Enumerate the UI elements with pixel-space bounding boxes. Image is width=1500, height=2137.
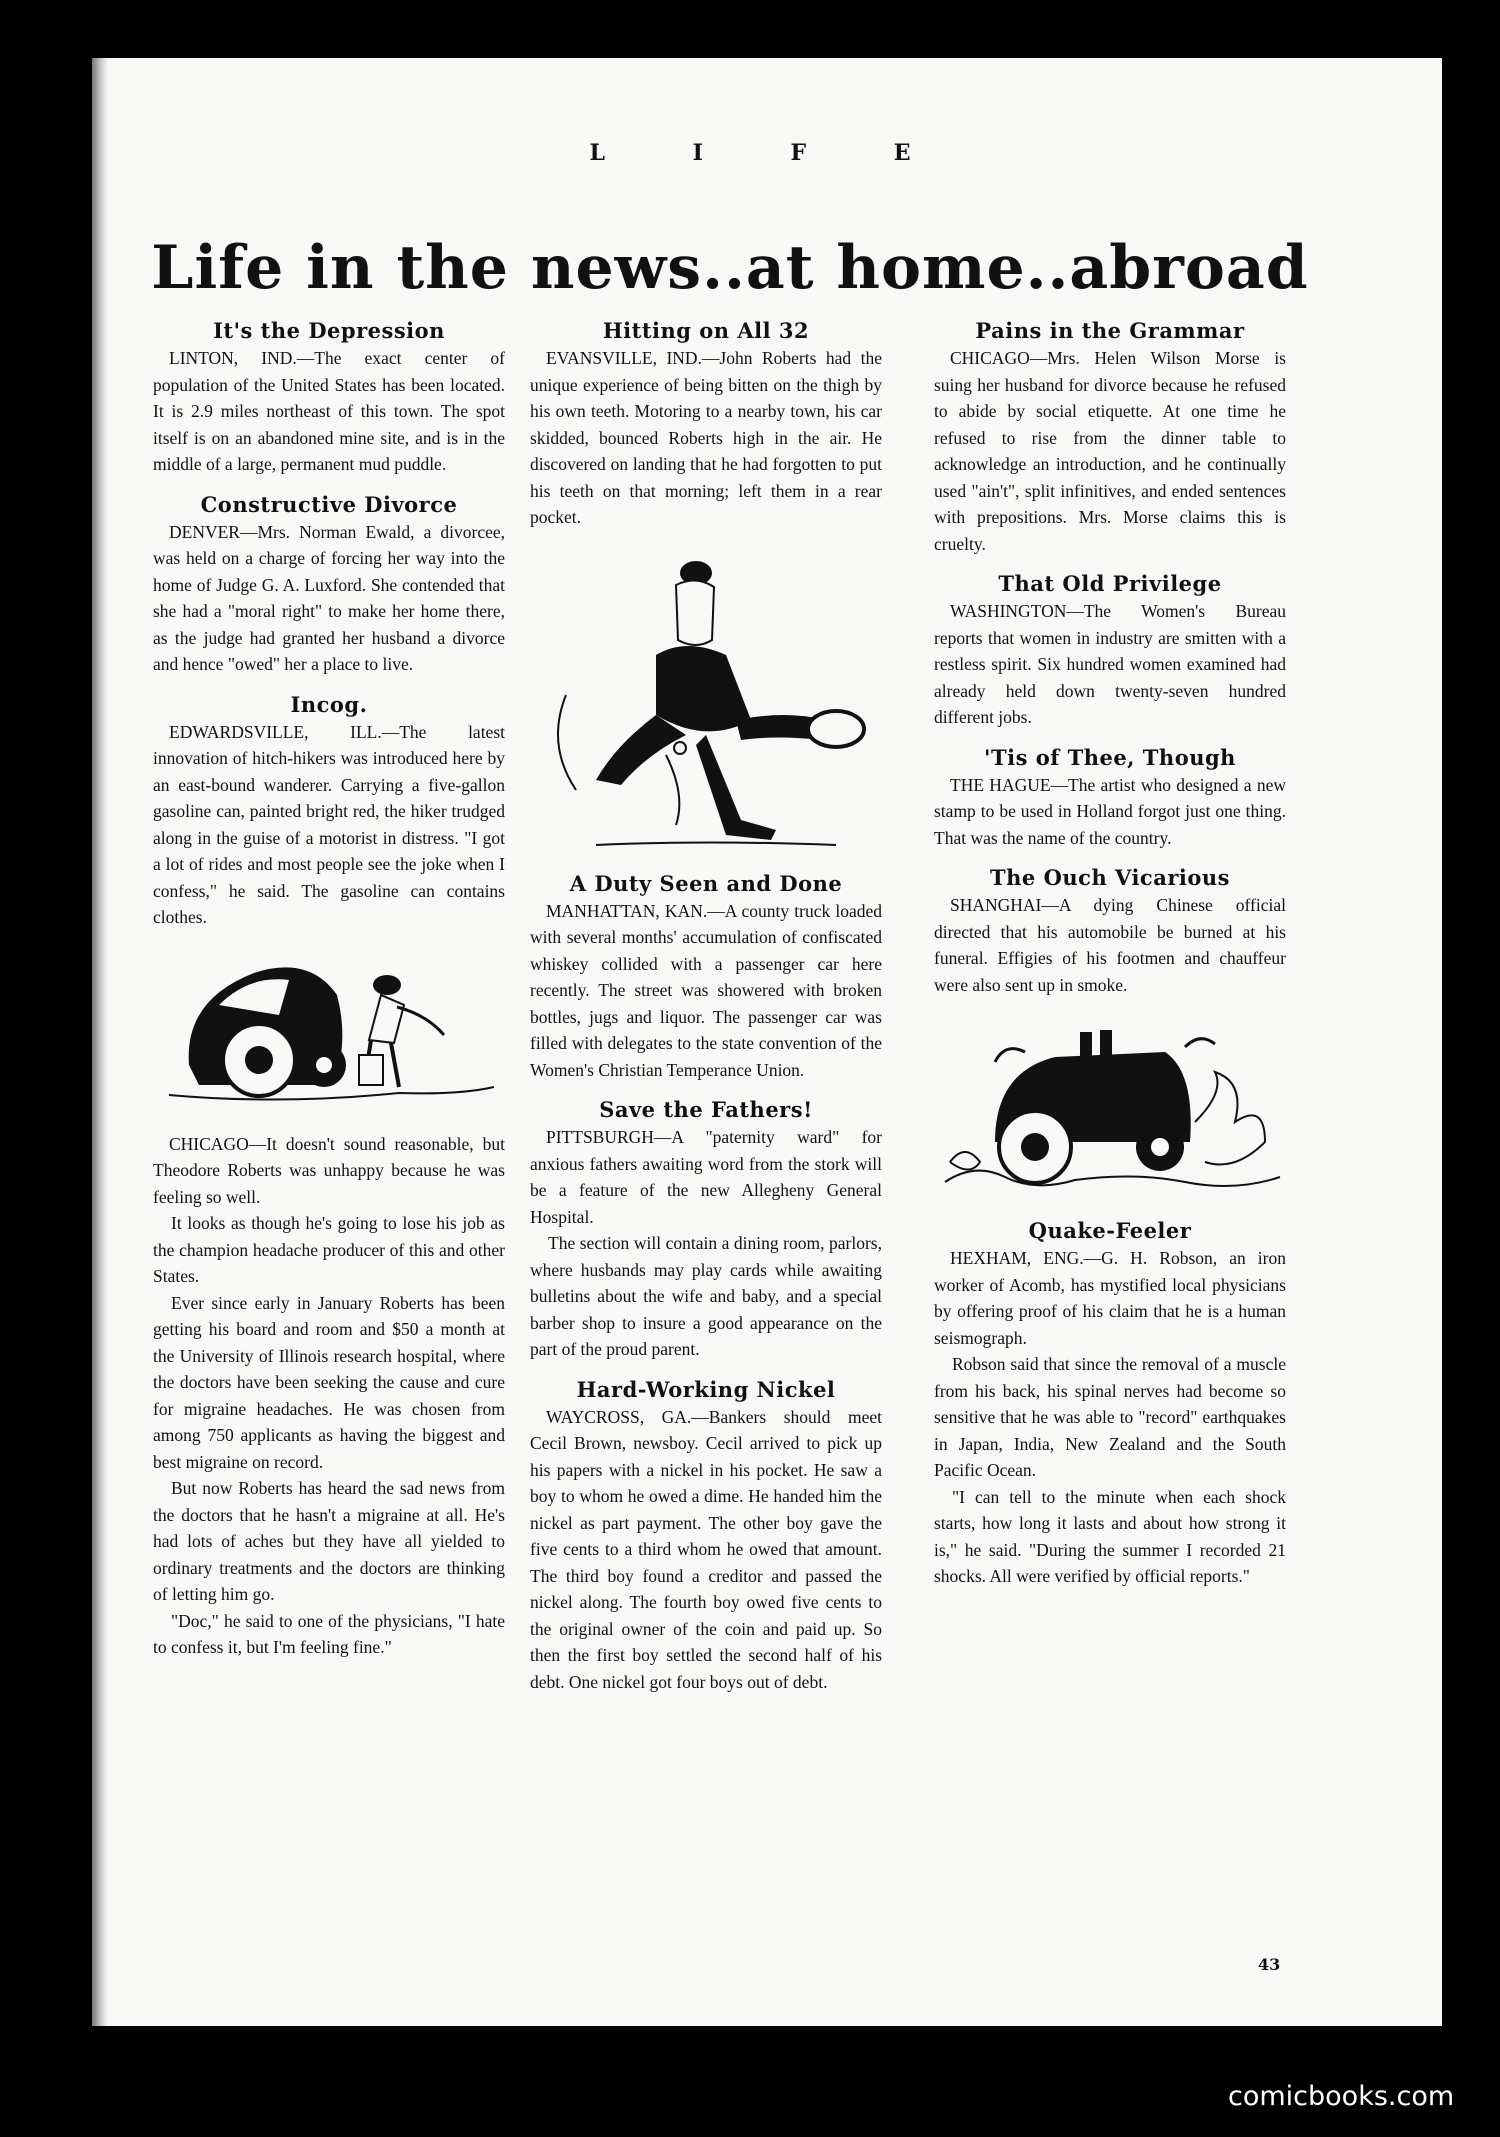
article-heading: That Old Privilege (998, 571, 1222, 596)
article-paragraph: EVANSVILLE, IND.—John Roberts had the unique experience of being bitten on the thigh by his own teeth. Motoring to a nearby town, his car skidded, bounced Roberts high in the air. He discovered on landing that he had forgotten to put his teeth on that morning; left them in a rear pocket. (530, 348, 882, 527)
article-paragraph: CHICAGO—Mrs. Helen Wilson Morse is suing her husband for divorce because he refused to abide by social etiquette. At one time he refused to rise from the dinner table to acknowledge an introduction, and he continually used "ain't", split infinitives, and ended sentences with prepositions. Mrs. Morse claims this is cruelty. (934, 348, 1286, 554)
article-paragraph: "Doc," he said to one of the physicians, "I hate to confess it, but I'm feeling fine." (153, 1610, 505, 1657)
article-paragraph: MANHATTAN, KAN.—A county truck loaded with several months' accumulation of confiscated whiskey collided with a passenger car here recently. The street was showered with broken bottles, jugs and liquor. The passenger car was filled with delegates to the state convention of the Women's Christian Temperance Union. (530, 900, 882, 1080)
article-heading: 'Tis of Thee, Though (984, 744, 1236, 770)
teeth-bite-man-illustration (536, 545, 876, 855)
article-paragraph: The section will contain a dining room, parlors, where husbands may play cards while awaiting bulletins about the wife and baby, and a special barber shop to insure a good appearance on the part of the proud parent. (530, 1233, 882, 1359)
article-paragraph: EDWARDSVILLE, ILL.—The latest innovation of hitch-hikers was introduced here by an east-bound wanderer. Carrying a five-gallon gasoline can, painted bright red, the hiker trudged along in the guise of a motorist in distress. "I got a lot of rides and most people see the joke when I confess," he said. The gasoline can contains clothes. (153, 721, 505, 927)
article-that-old-privilege (934, 571, 1286, 731)
column-1 (153, 318, 505, 1675)
article-heading: Pains in the Grammar (975, 318, 1245, 343)
article-paragraph: SHANGHAI—A dying Chinese official directed that his automobile be burned at his funeral. Effigies of his footmen and chauffeur were also sent up in smoke. (934, 895, 1286, 995)
article-heading: Incog. (290, 691, 368, 717)
article-paragraph: But now Roberts has heard the sad news from the doctors that he hasn't a migraine at all. He's had lots of aches but they have all yielded to ordinary treatments and the doctors are thinking of letting him go. (153, 1478, 505, 1604)
article-paragraph: WASHINGTON—The Women's Bureau reports that women in industry are smitten with a restless spirit. Six hundred women examined had already held down twenty-seven hundred different jobs. (934, 601, 1286, 727)
page-binding-shadow (92, 58, 108, 2026)
page-headline: Life in the news..at home..abroad (151, 233, 1309, 303)
burning-car-illustration (935, 1012, 1285, 1202)
article-heading: Constructive Divorce (200, 491, 458, 517)
watermark-text: comicbooks.com (1228, 2081, 1455, 2112)
article-paragraph: LINTON, IND.—The exact center of population of the United States has been located. It is 2.9 miles northeast of this town. The spot itself is on an abandoned mine site, and is in the middle of a large, permanent mud puddle. (153, 348, 505, 474)
article-paragraph: Ever since early in January Roberts has been getting his board and room and $50 a month at the University of Illinois research hospital, where the doctors have been seeking the cause and cure for migraine headaches. He was chosen from among 750 applicants as having the biggest and best migraine on record. (153, 1292, 505, 1472)
column-2 (530, 318, 882, 1709)
article-depression (153, 318, 505, 478)
article-heading: The Ouch Vicarious (990, 865, 1230, 890)
article-heading: It's the Depression (213, 318, 445, 343)
article-chicago-migraine (153, 1131, 505, 1661)
article-paragraph: THE HAGUE—The artist who designed a new stamp to be used in Holland forgot just one thing. That was the name of the country. (934, 774, 1286, 848)
article-heading: A Duty Seen and Done (569, 870, 843, 896)
article-paragraph: Robson said that since the removal of a muscle from his back, his spinal nerves had become so sensitive that he was able to "record" earthquakes in Japan, India, New Zealand and the South Pacific Ocean. (934, 1354, 1286, 1480)
article-hard-working-nickel (530, 1377, 882, 1696)
article-paragraph: WAYCROSS, GA.—Bankers should meet Cecil Brown, newsboy. Cecil arrived to pick up his papers with a nickel in his pocket. He saw a boy to whom he owed a dime. He handed him the nickel as part payment. The other boy gave the five cents to a third whom he owed that amount. The third boy found a creditor and passed the nickel along. The fourth boy owed five cents to the original owner of the coin and paid up. So then the first boy settled the second half of his debt. One nickel got four boys out of debt. (530, 1406, 882, 1692)
article-constructive-divorce (153, 492, 505, 678)
article-quake-feeler (934, 1218, 1286, 1590)
article-tis-of-thee (934, 745, 1286, 852)
running-head: L I F E (589, 140, 951, 166)
article-ouch-vicarious (934, 865, 1286, 998)
page-number: 43 (1258, 1955, 1281, 1974)
article-save-the-fathers (530, 1097, 882, 1363)
article-paragraph: HEXHAM, ENG.—G. H. Robson, an iron worker of Acomb, has mystified local physicians by offering proof of his claim that he is a human seismograph. (934, 1248, 1286, 1348)
hitchhiker-car-illustration (159, 945, 499, 1115)
column-3 (934, 318, 1286, 1604)
article-duty-seen-and-done (530, 871, 882, 1084)
article-heading: Save the Fathers! (599, 1097, 813, 1122)
article-heading: Quake-Feeler (1028, 1218, 1192, 1243)
article-paragraph: DENVER—Mrs. Norman Ewald, a divorcee, was held on a charge of forcing her way into the home of Judge G. A. Luxford. She contended that she had a "moral right" to make her home there, as the judge had granted her husband a divorce and hence "owed" her a place to live. (153, 521, 505, 674)
article-incog (153, 692, 505, 931)
article-paragraph: It looks as though he's going to lose his job as the champion headache producer of this and other States. (153, 1213, 505, 1286)
article-heading: Hitting on All 32 (602, 318, 810, 343)
article-paragraph: PITTSBURGH—A "paternity ward" for anxious fathers awaiting word from the stork will be a feature of the new Allegheny General Hospital. (530, 1127, 882, 1227)
article-heading: Hard-Working Nickel (576, 1376, 836, 1402)
article-hitting-on-all-32 (530, 318, 882, 531)
article-paragraph: "I can tell to the minute when each shock starts, how long it lasts and about how strong it is," he said. "During the summer I recorded 21 shocks. All were verified by official reports." (934, 1486, 1286, 1586)
article-pains-in-the-grammar (934, 318, 1286, 557)
article-paragraph: CHICAGO—It doesn't sound reasonable, but Theodore Roberts was unhappy because he was feeling so well. (153, 1133, 505, 1207)
